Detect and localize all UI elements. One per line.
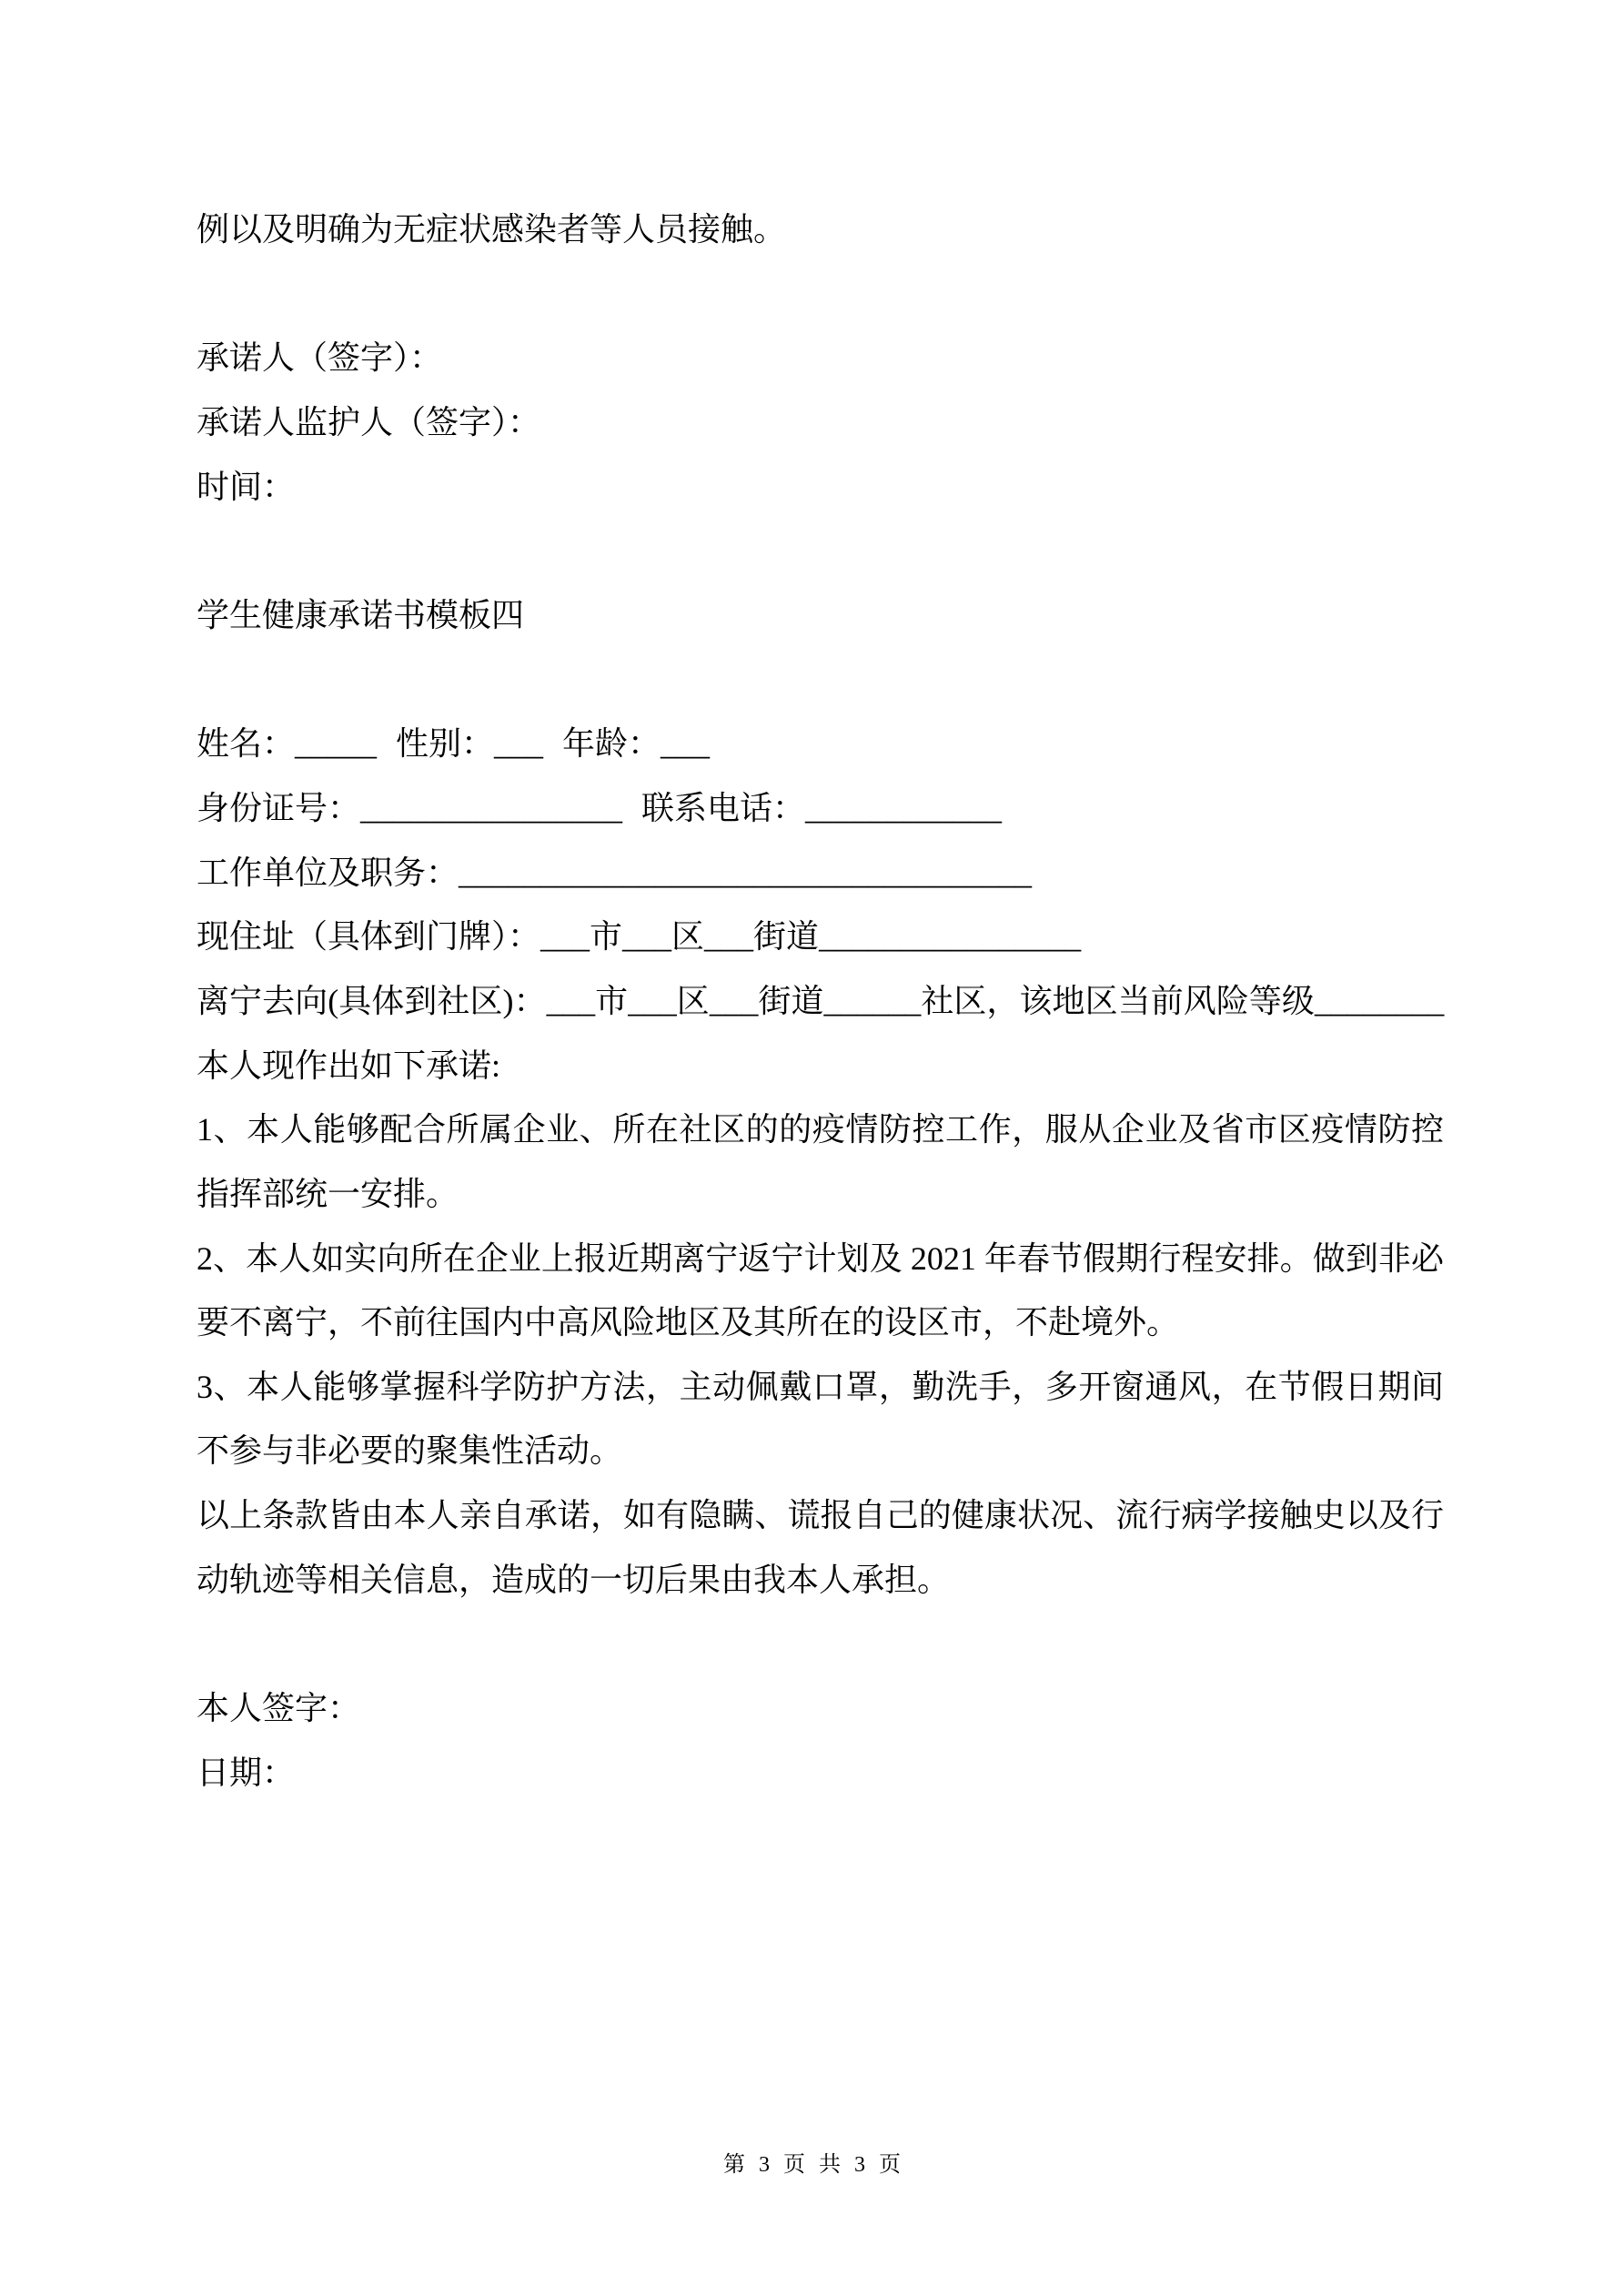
commitments-intro: 本人现作出如下承诺: [197,1047,501,1084]
promisor-signature-label: 承诺人（签字）： [197,339,443,377]
district-blank: ___ [628,982,677,1019]
form-row-name-gender-age [197,712,1444,776]
commitment-2-line-1: 2、本人如实向所在企业上报近期离宁返宁计划及 2021 年春节假期行程安排。做到非必 [197,1239,1444,1277]
risk-level-blank: ________ [1314,982,1444,1019]
gender-blank: ___ [494,725,544,763]
document-body [197,197,1444,1805]
declaration-line-1: 以上条款皆由本人亲自承诺，如有隐瞒、谎报自己的健康状况、流行病学接触史以及行 [197,1497,1444,1534]
district-text: 区 [671,918,705,956]
street-text: 街道 [753,918,820,956]
commitment-2-line-2: 要不离宁，不前往国内中高风险地区及其所在的设区市，不赴境外。 [197,1304,1180,1341]
form-row-current-address [197,905,1444,969]
date-label: 日期： [197,1754,296,1791]
id-number-blank: ________________ [360,789,623,826]
street-blank: ___ [704,918,754,956]
city-text: 市 [594,982,629,1019]
spacer [197,1612,1444,1676]
name-label: 姓名： [197,725,296,763]
work-unit-blank: ___________________________________ [459,854,1033,891]
spacer [197,262,1444,327]
city-text: 市 [590,918,623,956]
phone-blank: ____________ [805,789,1003,826]
form-row-destination [197,969,1444,1034]
signature-label: 本人签字： [197,1690,361,1727]
page-indicator: 第 3 页 共 3 页 [723,2153,901,2177]
commitment-3-line-2: 不参与非必要的聚集性活动。 [197,1432,623,1470]
time-label: 时间： [197,468,296,505]
age-label: 年龄： [562,725,661,763]
guardian-signature-label: 承诺人监护人（签字）： [197,403,541,440]
id-number-label: 身份证号： [197,789,361,826]
community-risk-text: 社区，该地区当前风险等级 [921,982,1315,1019]
spacer [197,648,1444,713]
commitment-1-line-1: 1、本人能够配合所属企业、所在社区的的疫情防控工作，服从企业及省市区疫情防控 [197,1111,1444,1148]
house-number-blank: ________________ [819,918,1082,956]
declaration-line-2: 动轨迹等相关信息，造成的一切后果由我本人承担。 [197,1561,951,1598]
district-text: 区 [676,982,710,1019]
name-blank: _____ [295,725,378,763]
continuation-line: 例以及明确为无症状感染者等人员接触。 [197,211,787,248]
destination-label: 离宁去向(具体到社区)： [197,982,547,1019]
template-title: 学生健康承诺书模板四 [197,596,525,633]
street-text: 街道 [758,982,824,1019]
city-blank: ___ [540,918,590,956]
community-blank: ______ [823,982,922,1019]
current-address-label: 现住址（具体到门牌）： [197,918,541,956]
age-blank: ___ [661,725,711,763]
district-blank: ___ [622,918,672,956]
work-unit-label: 工作单位及职务： [197,854,459,891]
city-blank: ___ [546,982,595,1019]
form-row-work-unit [197,841,1444,905]
gender-label: 性别： [396,725,495,763]
commitment-3-line-1: 3、本人能够掌握科学防护方法，主动佩戴口罩，勤洗手，多开窗通风，在节假日期间 [197,1368,1444,1405]
form-row-id-phone [197,776,1444,841]
spacer [197,519,1444,583]
commitment-1-line-2: 指挥部统一安排。 [197,1175,459,1212]
phone-label: 联系电话： [641,789,806,826]
street-blank: ___ [709,982,759,1019]
